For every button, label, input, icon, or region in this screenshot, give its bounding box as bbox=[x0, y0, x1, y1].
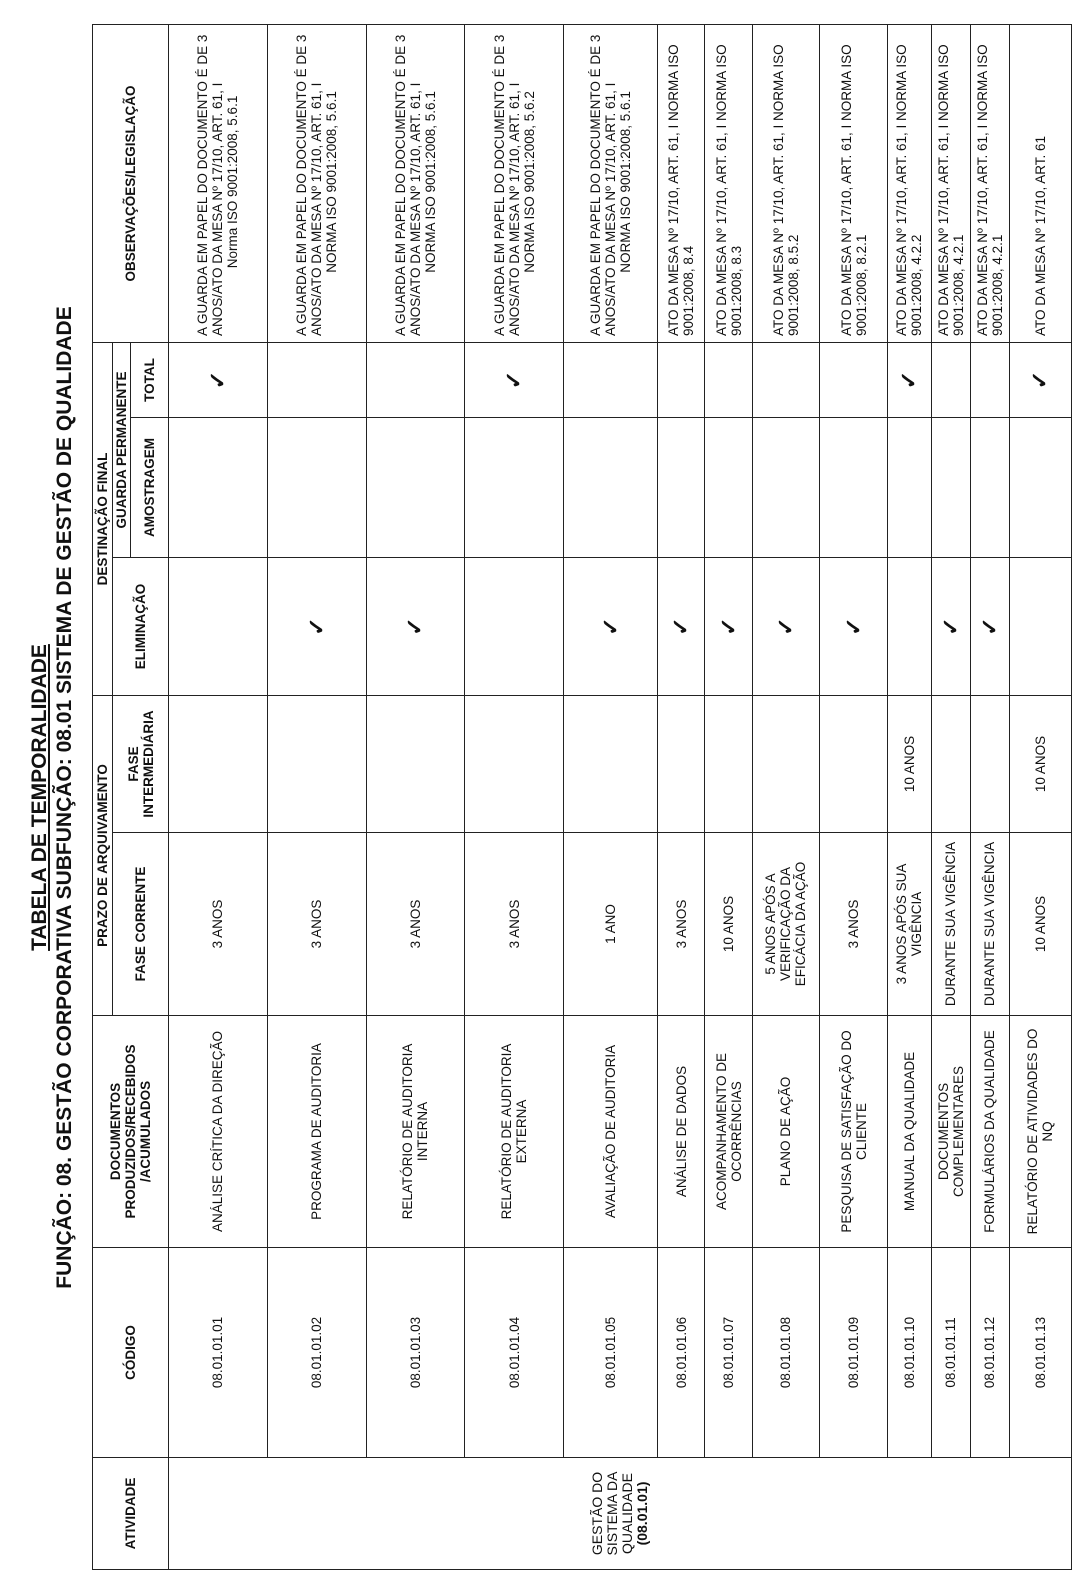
amostragem-cell bbox=[1009, 417, 1071, 557]
col-prazo: PRAZO DE ARQUIVAMENTO bbox=[93, 695, 113, 1015]
fase-corrente-cell: 3 ANOS APÓS SUA VIGÊNCIA bbox=[888, 833, 932, 1016]
fase-intermediaria-cell bbox=[820, 695, 888, 832]
total-cell bbox=[931, 342, 970, 417]
amostragem-cell bbox=[970, 417, 1009, 557]
amostragem-cell bbox=[931, 417, 970, 557]
code-cell: 08.01.01.04 bbox=[465, 1248, 564, 1458]
col-fase-intermediaria: FASE INTERMEDIÁRIA bbox=[113, 695, 169, 832]
fase-intermediaria-cell bbox=[564, 695, 658, 832]
amostragem-cell bbox=[752, 417, 820, 557]
document-cell: PESQUISA DE SATISFAÇÃO DO CLIENTE bbox=[820, 1016, 888, 1248]
activity-name: GESTÃO DO SISTEMA DA QUALIDADE bbox=[589, 1471, 635, 1556]
table-body bbox=[169, 24, 1072, 1569]
eliminacao-cell bbox=[1009, 557, 1071, 695]
document-cell: AVALIAÇÃO DE AUDITORIA bbox=[564, 1016, 658, 1248]
fase-intermediaria-cell bbox=[658, 695, 705, 832]
observacoes-text: A GUARDA EM PAPEL DO DOCUMENTO É DE 3 ANOS/ATO DA MESA Nº 17/10, ART. 61, I bbox=[294, 34, 325, 336]
eliminacao-cell: ✓ bbox=[267, 557, 366, 695]
fase-intermediaria-cell bbox=[970, 695, 1009, 832]
table-row bbox=[564, 24, 658, 1569]
observacoes-cell bbox=[705, 24, 752, 342]
amostragem-cell bbox=[366, 417, 465, 557]
document-cell: ANÁLISE CRÍTICA DA DIREÇÃO bbox=[169, 1016, 268, 1248]
amostragem-cell bbox=[888, 417, 932, 557]
table-row bbox=[267, 24, 366, 1569]
table-row bbox=[970, 24, 1009, 1569]
norma-reference: NORMA ISO 9001:2008, 5.6.1 bbox=[422, 91, 438, 273]
total-cell: ✓ bbox=[169, 342, 268, 417]
code-cell: 08.01.01.13 bbox=[1009, 1248, 1071, 1458]
fase-intermediaria-cell: 10 ANOS bbox=[1009, 695, 1071, 832]
amostragem-cell bbox=[820, 417, 888, 557]
document-cell: MANUAL DA QUALIDADE bbox=[888, 1016, 932, 1248]
table-row bbox=[366, 24, 465, 1569]
document-cell: DOCUMENTOS COMPLEMENTARES bbox=[931, 1016, 970, 1248]
col-eliminacao: ELIMINAÇÃO bbox=[113, 557, 169, 695]
document-subtitle: FUNÇÃO: 08. GESTÃO CORPORATIVA SUBFUNÇÃO: 08.01 SISTEMA DE GESTÃO DE QUALIDADE bbox=[53, 306, 76, 1289]
document-cell: FORMULÁRIOS DA QUALIDADE bbox=[970, 1016, 1009, 1248]
fase-corrente-cell: 3 ANOS bbox=[658, 833, 705, 1016]
observacoes-text: A GUARDA EM PAPEL DO DOCUMENTO É DE 3 ANOS/ATO DA MESA Nº 17/10, ART. 61, I bbox=[195, 34, 226, 336]
amostragem-cell bbox=[267, 417, 366, 557]
table-row bbox=[752, 24, 820, 1569]
amostragem-cell bbox=[658, 417, 705, 557]
eliminacao-cell bbox=[888, 557, 932, 695]
eliminacao-cell: ✓ bbox=[658, 557, 705, 695]
fase-corrente-cell: 5 ANOS APÓS A VERIFICAÇÃO DA EFICÁCIA DA AÇÃO bbox=[752, 833, 820, 1016]
document-cell: PROGRAMA DE AUDITORIA bbox=[267, 1016, 366, 1248]
observacoes-text: ATO DA MESA Nº 17/10, ART. 61, I NORMA ISO 9001:2008, 8.4 bbox=[666, 44, 697, 336]
table-row bbox=[705, 24, 752, 1569]
amostragem-cell bbox=[564, 417, 658, 557]
total-cell bbox=[970, 342, 1009, 417]
fase-corrente-cell: 3 ANOS bbox=[267, 833, 366, 1016]
total-cell bbox=[752, 342, 820, 417]
table-row bbox=[658, 24, 705, 1569]
eliminacao-cell: ✓ bbox=[366, 557, 465, 695]
fase-intermediaria-cell bbox=[169, 695, 268, 832]
col-atividade: ATIVIDADE bbox=[93, 1458, 169, 1570]
table-row bbox=[820, 24, 888, 1569]
eliminacao-cell bbox=[465, 557, 564, 695]
code-cell: 08.01.01.11 bbox=[931, 1248, 970, 1458]
fase-corrente-cell: 3 ANOS bbox=[366, 833, 465, 1016]
eliminacao-cell: ✓ bbox=[705, 557, 752, 695]
amostragem-cell bbox=[465, 417, 564, 557]
activity-cell bbox=[169, 1458, 1072, 1570]
total-cell bbox=[705, 342, 752, 417]
code-cell: 08.01.01.12 bbox=[970, 1248, 1009, 1458]
observacoes-cell bbox=[820, 24, 888, 342]
observacoes-text: ATO DA MESA Nº 17/10, ART. 61 bbox=[1032, 135, 1048, 336]
observacoes-text: A GUARDA EM PAPEL DO DOCUMENTO É DE 3 ANOS/ATO DA MESA Nº 17/10, ART. 61, I bbox=[392, 34, 423, 336]
eliminacao-cell: ✓ bbox=[970, 557, 1009, 695]
observacoes-cell bbox=[970, 24, 1009, 342]
total-cell bbox=[564, 342, 658, 417]
fase-intermediaria-cell: 10 ANOS bbox=[888, 695, 932, 832]
eliminacao-cell: ✓ bbox=[820, 557, 888, 695]
norma-reference: Norma ISO 9001:2008, 5.6.1 bbox=[225, 95, 241, 269]
total-cell bbox=[366, 342, 465, 417]
observacoes-text: ATO DA MESA Nº 17/10, ART. 61, I NORMA ISO 9001:2008, 4.2.1 bbox=[974, 44, 1005, 336]
fase-intermediaria-cell bbox=[267, 695, 366, 832]
fase-corrente-cell: 1 ANO bbox=[564, 833, 658, 1016]
col-guarda-permanente: GUARDA PERMANENTE bbox=[113, 342, 131, 557]
observacoes-cell bbox=[752, 24, 820, 342]
observacoes-text: ATO DA MESA Nº 17/10, ART. 61, I NORMA ISO 9001:2008, 4.2.1 bbox=[935, 44, 966, 336]
fase-corrente-cell: 3 ANOS bbox=[820, 833, 888, 1016]
observacoes-cell bbox=[1009, 24, 1071, 342]
col-observacoes: OBSERVAÇÕES/LEGISLAÇÃO bbox=[93, 24, 169, 342]
col-codigo: CÓDIGO bbox=[93, 1248, 169, 1458]
observacoes-cell bbox=[658, 24, 705, 342]
fase-corrente-cell: 3 ANOS bbox=[465, 833, 564, 1016]
total-cell bbox=[820, 342, 888, 417]
code-cell: 08.01.01.09 bbox=[820, 1248, 888, 1458]
norma-reference: NORMA ISO 9001:2008, 5.6.2 bbox=[521, 91, 537, 273]
fase-corrente-cell: 10 ANOS bbox=[1009, 833, 1071, 1016]
table-header bbox=[93, 24, 169, 1569]
observacoes-cell bbox=[366, 24, 465, 342]
total-cell bbox=[267, 342, 366, 417]
col-documentos: DOCUMENTOS PRODUZIDOS/RECEBIDOS /ACUMULADOS bbox=[93, 1016, 169, 1248]
fase-corrente-cell: DURANTE SUA VIGÊNCIA bbox=[970, 833, 1009, 1016]
fase-intermediaria-cell bbox=[705, 695, 752, 832]
table-row bbox=[169, 24, 268, 1569]
code-cell: 08.01.01.10 bbox=[888, 1248, 932, 1458]
observacoes-text: ATO DA MESA Nº 17/10, ART. 61, I NORMA ISO 9001:2008, 4.2.2 bbox=[894, 44, 925, 336]
code-cell: 08.01.01.07 bbox=[705, 1248, 752, 1458]
eliminacao-cell bbox=[169, 557, 268, 695]
code-cell: 08.01.01.02 bbox=[267, 1248, 366, 1458]
code-cell: 08.01.01.05 bbox=[564, 1248, 658, 1458]
code-cell: 08.01.01.06 bbox=[658, 1248, 705, 1458]
amostragem-cell bbox=[169, 417, 268, 557]
norma-reference: NORMA ISO 9001:2008, 5.6.1 bbox=[324, 91, 340, 273]
table-row bbox=[888, 24, 932, 1569]
document-cell: RELATÓRIO DE ATIVIDADES DO NQ bbox=[1009, 1016, 1071, 1248]
code-cell: 08.01.01.03 bbox=[366, 1248, 465, 1458]
eliminacao-cell: ✓ bbox=[931, 557, 970, 695]
norma-reference: NORMA ISO 9001:2008, 5.6.1 bbox=[618, 91, 634, 273]
observacoes-text: ATO DA MESA Nº 17/10, ART. 61, I NORMA ISO 9001:2008, 8.5.2 bbox=[770, 44, 801, 336]
observacoes-cell bbox=[931, 24, 970, 342]
temporality-table bbox=[92, 24, 1072, 1570]
document-cell: ANÁLISE DE DADOS bbox=[658, 1016, 705, 1248]
table-row bbox=[465, 24, 564, 1569]
document-cell: ACOMPANHAMENTO DE OCORRÊNCIAS bbox=[705, 1016, 752, 1248]
observacoes-text: A GUARDA EM PAPEL DO DOCUMENTO É DE 3 ANOS/ATO DA MESA Nº 17/10, ART. 61, I bbox=[588, 34, 619, 336]
total-cell bbox=[658, 342, 705, 417]
document-cell: RELATÓRIO DE AUDITORIA EXTERNA bbox=[465, 1016, 564, 1248]
total-cell: ✓ bbox=[465, 342, 564, 417]
col-total: TOTAL bbox=[131, 342, 169, 417]
fase-corrente-cell: DURANTE SUA VIGÊNCIA bbox=[931, 833, 970, 1016]
observacoes-text: ATO DA MESA Nº 17/10, ART. 61, I NORMA ISO 9001:2008, 8.2.1 bbox=[838, 44, 869, 336]
title-block bbox=[28, 0, 77, 1595]
eliminacao-cell: ✓ bbox=[752, 557, 820, 695]
observacoes-text: ATO DA MESA Nº 17/10, ART. 61, I NORMA ISO 9001:2008, 8.3 bbox=[713, 44, 744, 336]
total-cell: ✓ bbox=[1009, 342, 1071, 417]
activity-code: (08.01.01) bbox=[634, 1481, 650, 1546]
col-amostragem: AMOSTRAGEM bbox=[131, 417, 169, 557]
code-cell: 08.01.01.01 bbox=[169, 1248, 268, 1458]
observacoes-text: A GUARDA EM PAPEL DO DOCUMENTO É DE 3 ANOS/ATO DA MESA Nº 17/10, ART. 61, I bbox=[491, 34, 522, 336]
table-row bbox=[931, 24, 970, 1569]
document-cell: RELATÓRIO DE AUDITORIA INTERNA bbox=[366, 1016, 465, 1248]
fase-intermediaria-cell bbox=[931, 695, 970, 832]
total-cell: ✓ bbox=[888, 342, 932, 417]
amostragem-cell bbox=[705, 417, 752, 557]
col-destinacao: DESTINAÇÃO FINAL bbox=[93, 342, 113, 695]
fase-intermediaria-cell bbox=[752, 695, 820, 832]
fase-intermediaria-cell bbox=[366, 695, 465, 832]
observacoes-cell bbox=[169, 24, 268, 342]
fase-intermediaria-cell bbox=[465, 695, 564, 832]
observacoes-cell bbox=[888, 24, 932, 342]
col-fase-corrente: FASE CORRENTE bbox=[113, 833, 169, 1016]
header-row-1 bbox=[93, 24, 113, 1569]
fase-corrente-cell: 3 ANOS bbox=[169, 833, 268, 1016]
table-row bbox=[1009, 24, 1071, 1569]
eliminacao-cell: ✓ bbox=[564, 557, 658, 695]
code-cell: 08.01.01.08 bbox=[752, 1248, 820, 1458]
observacoes-cell bbox=[465, 24, 564, 342]
document-title: TABELA DE TEMPORALIDADE bbox=[28, 644, 51, 951]
fase-corrente-cell: 10 ANOS bbox=[705, 833, 752, 1016]
observacoes-cell bbox=[267, 24, 366, 342]
observacoes-cell bbox=[564, 24, 658, 342]
document-cell: PLANO DE AÇÃO bbox=[752, 1016, 820, 1248]
